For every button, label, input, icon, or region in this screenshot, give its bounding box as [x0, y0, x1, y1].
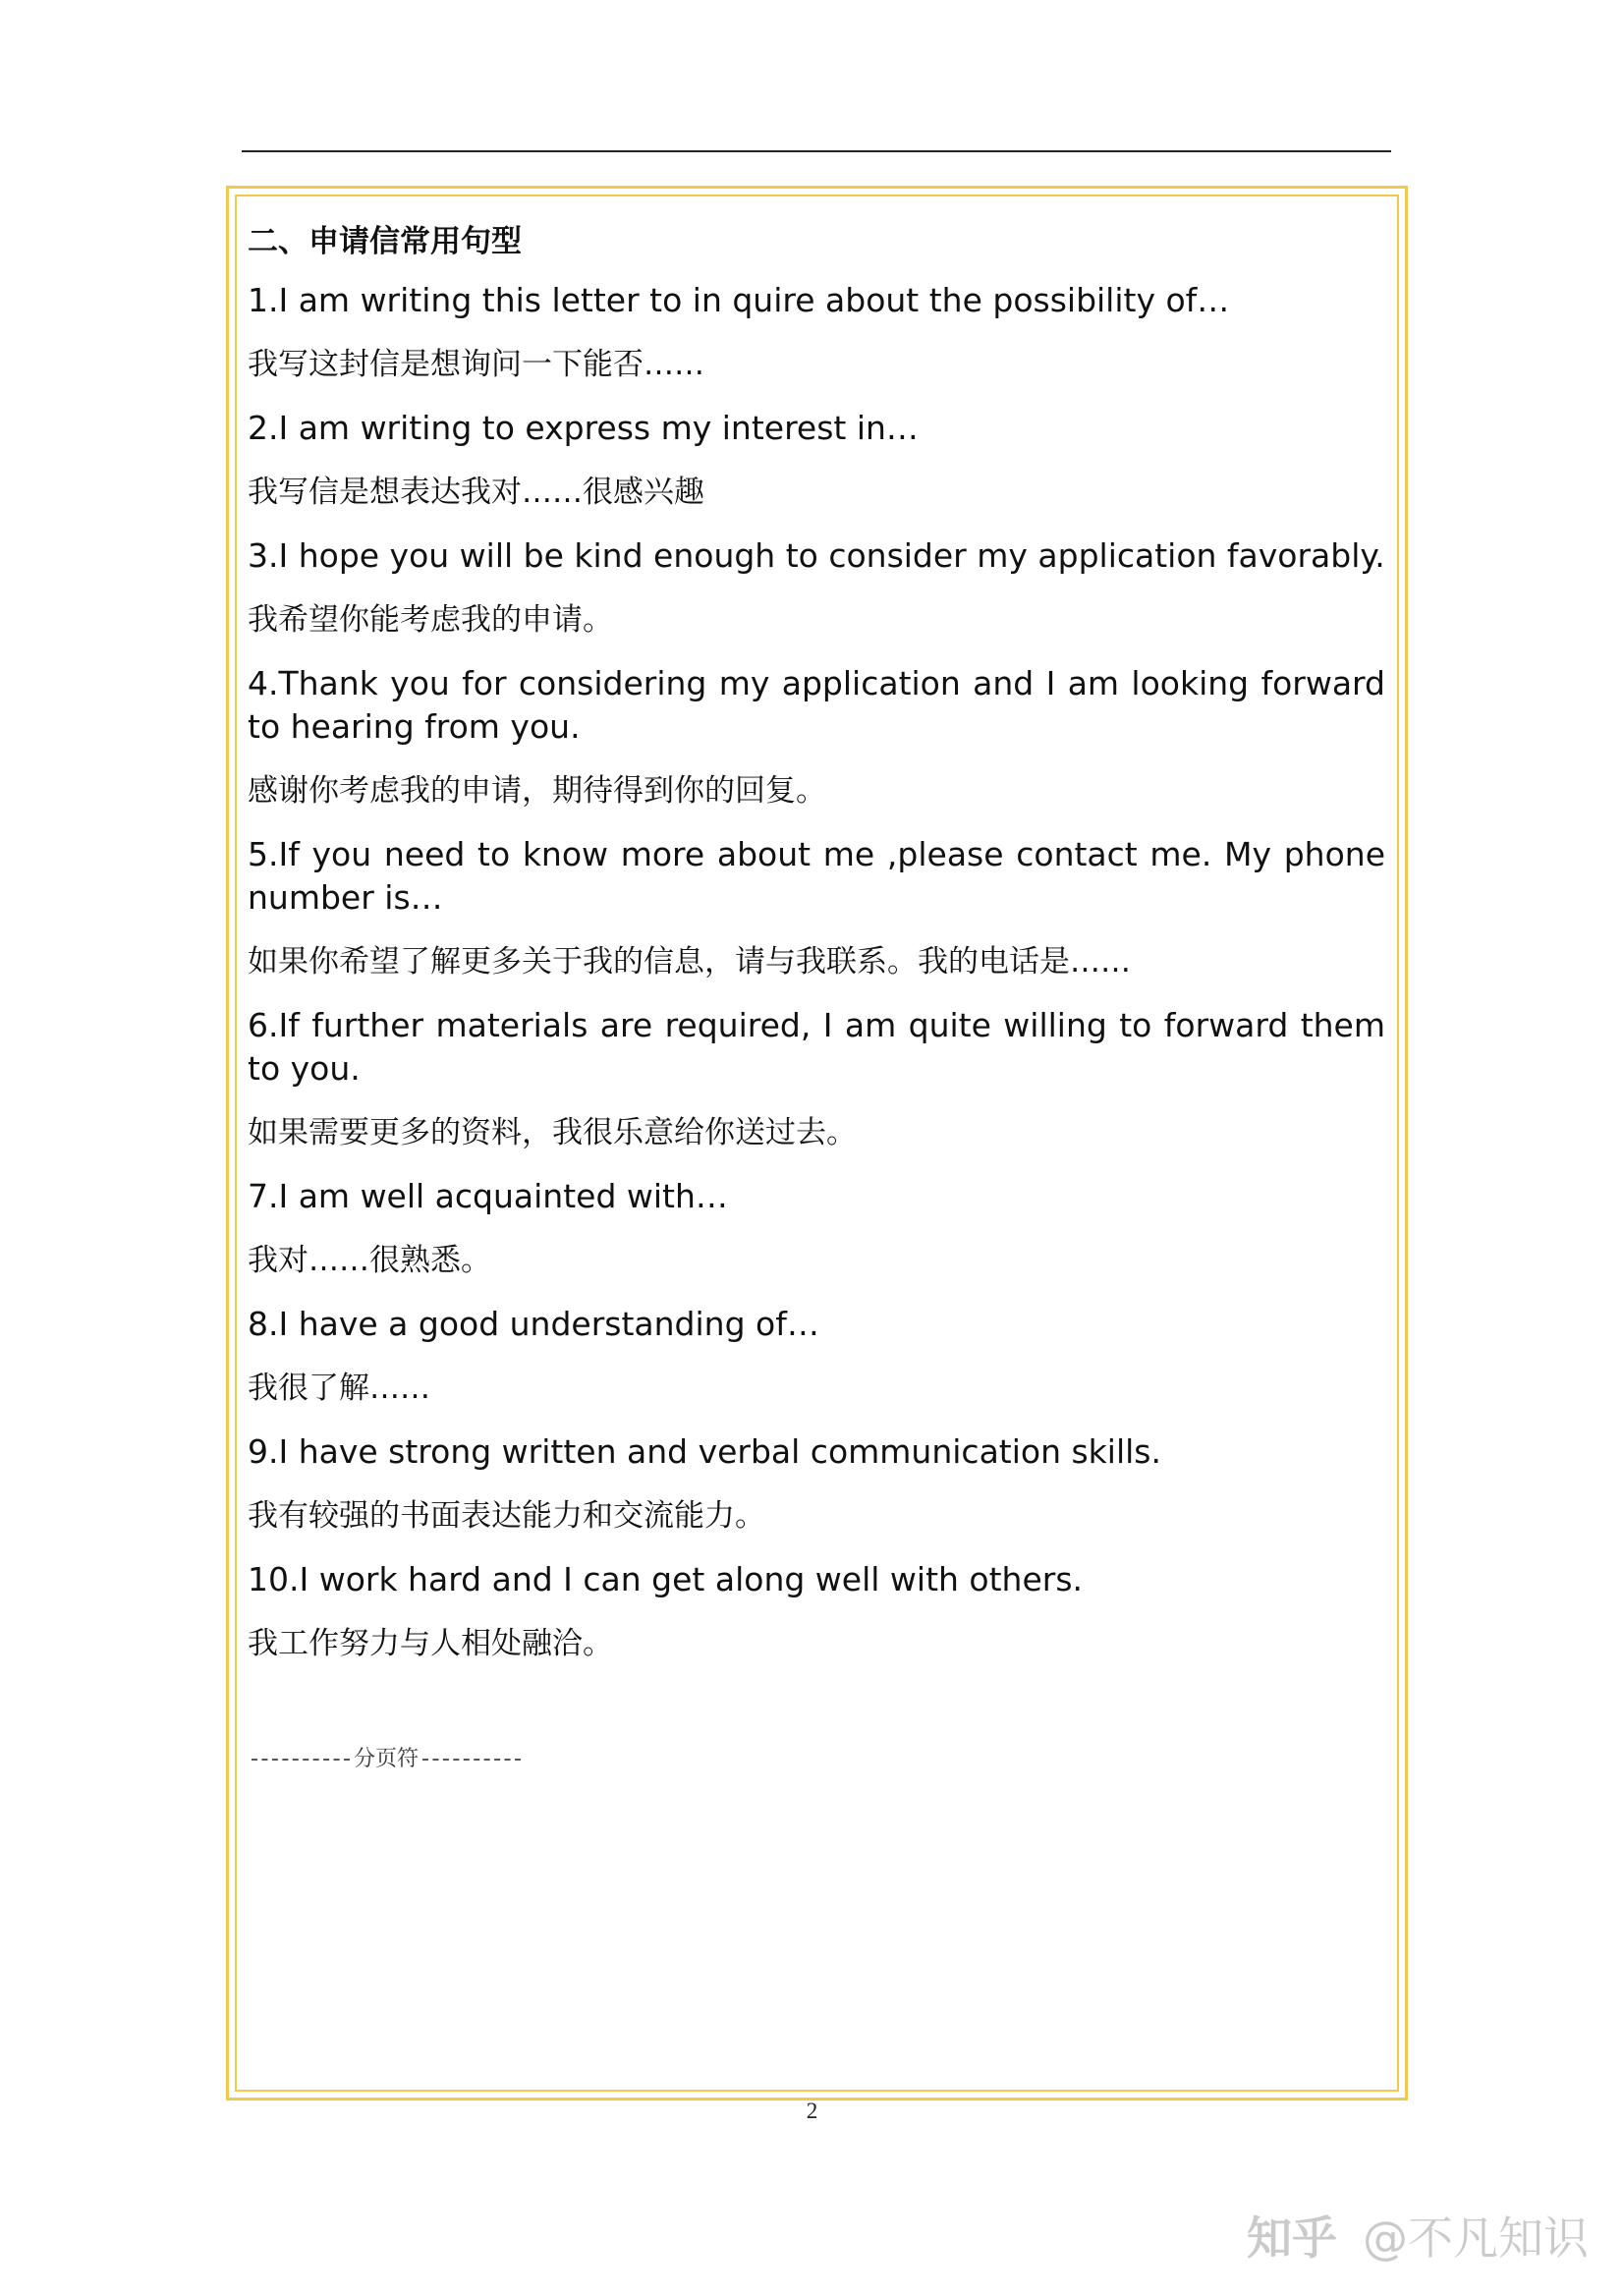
- watermark-author: @不凡知识: [1363, 2212, 1589, 2265]
- sentence-item-8: [248, 1303, 1385, 1410]
- english-sentence: 7.I am well acquainted with…: [248, 1177, 728, 1215]
- english-sentence: 2.I am writing to express my interest in…: [248, 409, 919, 447]
- sentence-item-4: [248, 662, 1385, 812]
- chinese-translation: 我希望你能考虑我的申请。: [248, 602, 613, 638]
- chinese-translation: 如果需要更多的资料，我很乐意给你送过去。: [248, 1115, 857, 1150]
- english-sentence: 8.I have a good understanding of…: [248, 1305, 819, 1343]
- page-number: 2: [806, 2099, 818, 2123]
- chinese-translation: 我写信是想表达我对……很感兴趣: [248, 475, 704, 510]
- sentence-item-1: [248, 279, 1385, 386]
- page-break-marker: [248, 1745, 525, 1774]
- zhihu-logo: 知乎: [1247, 2212, 1337, 2265]
- sentence-item-6: [248, 1004, 1385, 1154]
- document-body: [248, 214, 1385, 1686]
- chinese-translation: 感谢你考虑我的申请，期待得到你的回复。: [248, 773, 826, 809]
- english-sentence: 4.Thank you for considering my application and I am looking forward to hearing from you.: [248, 664, 1385, 746]
- sentence-item-2: [248, 407, 1385, 514]
- page-break-dash-left: [252, 1759, 350, 1761]
- page-break-label: 分页符: [354, 1747, 420, 1771]
- sentence-item-5: [248, 833, 1385, 983]
- header-rule: [242, 150, 1391, 152]
- english-sentence: 3.I hope you will be kind enough to consider my application favorably.: [248, 536, 1385, 575]
- sentence-item-7: [248, 1175, 1385, 1282]
- sentence-item-3: [248, 534, 1385, 642]
- english-sentence: 5.If you need to know more about me ,please contact me. My phone number is…: [248, 835, 1385, 917]
- chinese-translation: 我对……很熟悉。: [248, 1243, 491, 1278]
- chinese-translation: 我有较强的书面表达能力和交流能力。: [248, 1498, 765, 1534]
- english-sentence: 6.If further materials are required, I am quite willing to forward them to you.: [248, 1006, 1385, 1088]
- english-sentence: 1.I am writing this letter to in quire about the possibility of…: [248, 281, 1230, 319]
- sentence-item-9: [248, 1430, 1385, 1538]
- chinese-translation: 我工作努力与人相处融洽。: [248, 1626, 613, 1661]
- english-sentence: 10.I work hard and I can get along well with others.: [248, 1560, 1084, 1598]
- english-sentence: 9.I have strong written and verbal communication skills.: [248, 1432, 1161, 1471]
- chinese-translation: 我写这封信是想询问一下能否……: [248, 347, 704, 382]
- sentence-item-10: [248, 1558, 1385, 1665]
- section-heading: 二、申请信常用句型: [248, 224, 522, 259]
- chinese-translation: 如果你希望了解更多关于我的信息，请与我联系。我的电话是……: [248, 944, 1131, 980]
- page-break-dash-right: [422, 1759, 521, 1761]
- chinese-translation: 我很了解……: [248, 1371, 430, 1406]
- watermark: [1247, 2209, 1589, 2268]
